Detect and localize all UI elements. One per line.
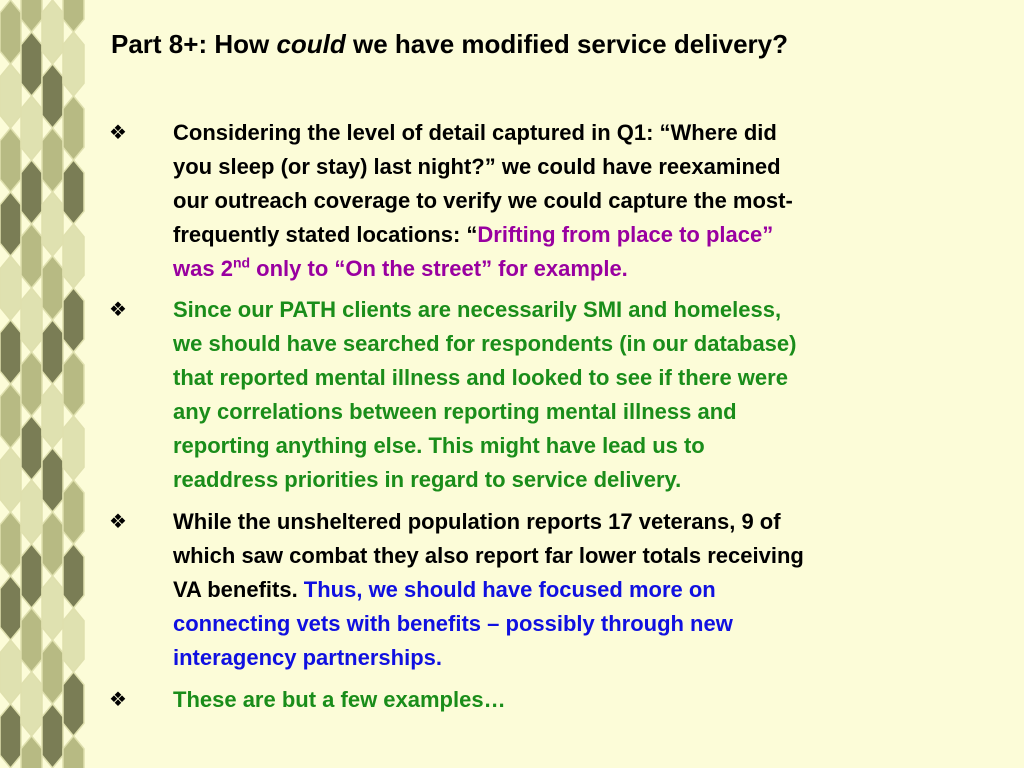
diamond-bullet-icon: ❖ bbox=[109, 511, 127, 533]
hexagon-tile bbox=[21, 224, 42, 288]
hexagon-tile bbox=[63, 544, 84, 608]
hexagon-tile bbox=[21, 0, 42, 32]
hexagon-tile bbox=[63, 288, 84, 352]
bullet-3-line-3 bbox=[173, 573, 1003, 607]
title-text-part2: we have modified service delivery? bbox=[345, 29, 788, 59]
bullet-4-line-1: These are but a few examples… bbox=[173, 687, 506, 712]
hexagon-tile bbox=[0, 384, 21, 448]
bullet-2-line-1: Since our PATH clients are necessarily SMI and homeless, bbox=[173, 297, 782, 322]
hexagon-tile bbox=[0, 512, 21, 576]
hexagon-tile bbox=[42, 128, 63, 192]
hexagon-tile bbox=[21, 672, 42, 736]
bullet-2-line-6: readdress priorities in regard to service delivery. bbox=[173, 467, 682, 492]
hexagon-tile bbox=[42, 192, 63, 256]
bullet-3-line-2: which saw combat they also report far lower totals receiving bbox=[173, 543, 804, 568]
hexagon-tile bbox=[42, 704, 63, 768]
hexagon-tile bbox=[63, 608, 84, 672]
hexagon-tile bbox=[63, 736, 84, 768]
bullet-1-line-5-superscript: nd bbox=[232, 254, 251, 271]
hexagon-tile bbox=[0, 128, 21, 192]
bullet-1-line-5-a: was 2 bbox=[173, 256, 233, 281]
hexagon-tile bbox=[0, 256, 21, 320]
hexagon-tile bbox=[63, 0, 84, 32]
hexagon-tile bbox=[63, 32, 84, 96]
bullet-2-line-2: we should have searched for respondents (in our database) bbox=[173, 331, 797, 356]
title-text-part1: Part 8+: How bbox=[111, 29, 277, 59]
hexagon-tile bbox=[63, 352, 84, 416]
hexagon-tile bbox=[21, 288, 42, 352]
bullet-text-3 bbox=[173, 505, 1003, 675]
hexagon-tile bbox=[0, 640, 21, 704]
hexagon-tile bbox=[42, 320, 63, 384]
hexagon-tile bbox=[21, 352, 42, 416]
bullet-2-line-5: reporting anything else. This might have lead us to bbox=[173, 433, 705, 458]
bullet-1-line-4 bbox=[173, 218, 1003, 252]
hexagon-tile bbox=[21, 736, 42, 768]
bullet-text-1 bbox=[173, 116, 1003, 286]
hexagon-tile bbox=[42, 640, 63, 704]
bullet-3-line-4: connecting vets with benefits – possibly through new bbox=[173, 611, 733, 636]
title-emphasis: could bbox=[276, 29, 346, 59]
bullet-2-line-3: that reported mental illness and looked to see if there were bbox=[173, 365, 788, 390]
hexagon-tile bbox=[63, 160, 84, 224]
hexagon-tile bbox=[42, 0, 63, 64]
hexagon-tile bbox=[0, 64, 21, 128]
hexagon-tile bbox=[21, 608, 42, 672]
hexagon-tile bbox=[42, 64, 63, 128]
bullet-1-line-2: you sleep (or stay) last night?” we could have reexamined bbox=[173, 154, 781, 179]
bullet-2-line-4: any correlations between reporting mental illness and bbox=[173, 399, 737, 424]
hexagon-tile bbox=[0, 320, 21, 384]
bullet-3-line-3-black: VA benefits. bbox=[173, 577, 304, 602]
hexagon-tile bbox=[21, 416, 42, 480]
hexagon-tile bbox=[63, 672, 84, 736]
hexagon-tile bbox=[42, 256, 63, 320]
hexagon-tile bbox=[0, 0, 21, 64]
bullet-3-line-3-blue: Thus, we should have focused more on bbox=[303, 577, 716, 602]
hexagon-tile bbox=[63, 416, 84, 480]
hexagon-tile bbox=[0, 448, 21, 512]
hexagon-tile bbox=[63, 224, 84, 288]
bullet-text-4 bbox=[173, 683, 1003, 717]
slide-title bbox=[111, 27, 788, 61]
hexagon-tile bbox=[21, 96, 42, 160]
side-hexagon-pattern bbox=[0, 0, 86, 768]
hexagon-tile bbox=[21, 480, 42, 544]
bullet-text-2 bbox=[173, 293, 1003, 497]
hexagon-tile bbox=[0, 704, 21, 768]
hexagon-tile bbox=[42, 448, 63, 512]
hexagon-tile bbox=[63, 480, 84, 544]
hexagon-tile bbox=[63, 96, 84, 160]
bullet-1-line-4-black: frequently stated locations: “ bbox=[173, 222, 478, 247]
hexagon-tile bbox=[42, 384, 63, 448]
bullet-1-line-3: our outreach coverage to verify we could capture the most- bbox=[173, 188, 793, 213]
bullet-3-line-5: interagency partnerships. bbox=[173, 645, 442, 670]
hexagon-tile bbox=[0, 192, 21, 256]
bullet-1-line-5 bbox=[173, 252, 1003, 286]
bullet-1-line-1: Considering the level of detail captured in Q1: “Where did bbox=[173, 120, 777, 145]
hexagon-tile bbox=[42, 576, 63, 640]
hexagon-tile bbox=[21, 160, 42, 224]
hexagon-tile bbox=[42, 512, 63, 576]
diamond-bullet-icon: ❖ bbox=[109, 299, 127, 321]
hexagon-tile bbox=[21, 32, 42, 96]
diamond-bullet-icon: ❖ bbox=[109, 689, 127, 711]
bullet-3-line-1: While the unsheltered population reports 17 veterans, 9 of bbox=[173, 509, 781, 534]
bullet-1-line-5-b: only to “On the street” for example. bbox=[250, 256, 628, 281]
hexagon-tile bbox=[0, 576, 21, 640]
bullet-1-line-4-purple: Drifting from place to place” bbox=[477, 222, 774, 247]
hexagon-tile bbox=[21, 544, 42, 608]
diamond-bullet-icon: ❖ bbox=[109, 122, 127, 144]
